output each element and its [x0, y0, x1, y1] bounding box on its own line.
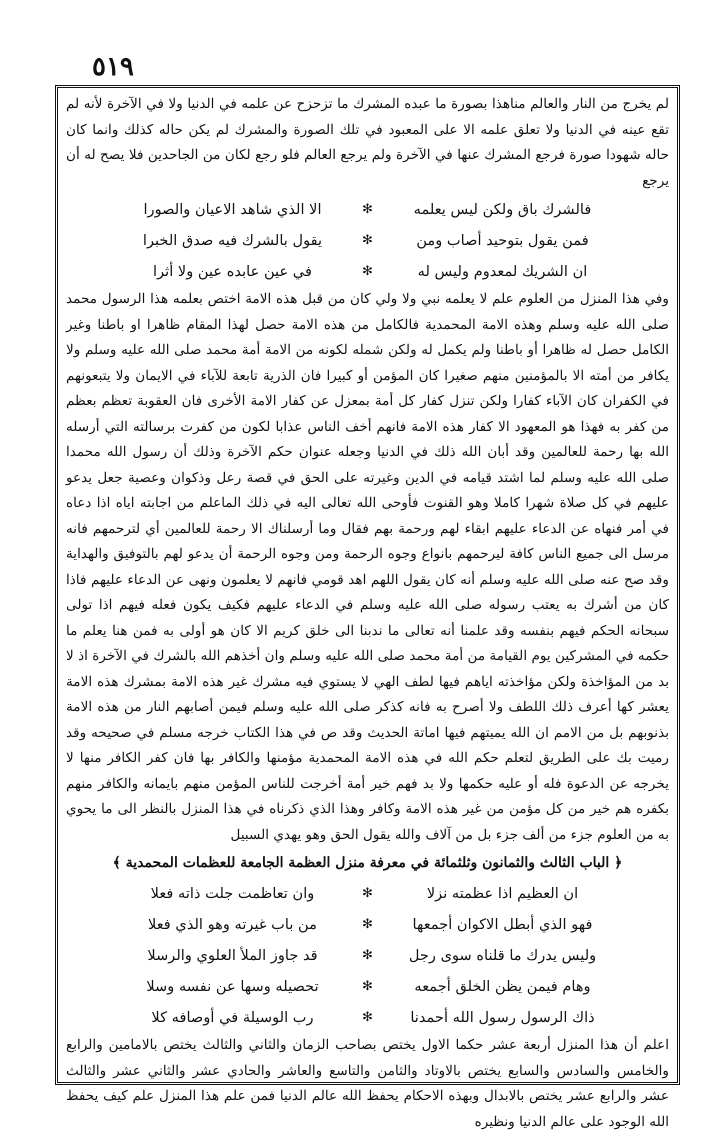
verse-second-hemistich: تحصيله وسها عن نفسه وسلا: [146, 978, 319, 995]
star-separator-icon: ✻: [362, 948, 373, 963]
star-separator-icon: ✻: [362, 917, 373, 932]
verse-second-hemistich: من باب غيرته وهو الذي فعلا: [148, 916, 317, 933]
star-separator-icon: ✻: [362, 233, 373, 248]
star-separator-icon: ✻: [362, 1010, 373, 1025]
verse-first-hemistich: فالشرك باق ولكن ليس يعلمه: [413, 201, 592, 218]
verse-first-hemistich: وليس يدرك ما قلناه سوى رجل: [408, 947, 597, 964]
verse-line: [66, 940, 669, 971]
star-separator-icon: ✻: [362, 979, 373, 994]
star-separator-icon: ✻: [362, 202, 373, 217]
poem-2: [66, 878, 669, 1033]
verse-line: [66, 256, 669, 287]
verse-second-hemistich: الا الذي شاهد الاعيان والصورا: [143, 201, 322, 218]
verse-second-hemistich: رب الوسيلة في أوصافه كلا: [151, 1009, 314, 1026]
star-separator-icon: ✻: [362, 886, 373, 901]
verse-first-hemistich: ذاك الرسول رسول الله أحمدنا: [410, 1009, 595, 1026]
chapter-heading: ﴿ الباب الثالث والثمانون وثلثمائة في معرفة منزل العظمة الجامعة للعظمات المحمدية ﴾: [112, 855, 623, 871]
verse-first-hemistich: فمن يقول بتوحيد أصاب ومن: [416, 232, 589, 249]
verse-line: [66, 878, 669, 909]
verse-line: [66, 225, 669, 256]
paragraph-1: لم يخرج من النار والعالم مناهذا بصورة ما عبده المشرك ما تزحزح عن علمه في الدنيا ولا في الآخرة لأنه لم تقع عينه في الدنيا ولا تعلق علمه الا على المعبود في تلك الصورة والمشرك لم يكن حاله كذلك وانما كان حاله شهودا صورة فرجع المشرك عنها في الآخرة ولم يرجع العالم فلو رجع لكان من الجاحدين فلا يصح له أن يرجع: [66, 96, 669, 189]
verse-line: [66, 1002, 669, 1033]
verse-first-hemistich: وهام فيمن يظن الخلق أجمعه: [414, 978, 591, 995]
verse-second-hemistich: قد جاوز الملأ العلوي والرسلا: [147, 947, 318, 964]
paragraph-3: اعلم أن هذا المنزل أربعة عشر حكما الاول يختص بصاحب الزمان والثاني والثالث يختص بالامامين والرابع والخامس والسادس والسابع يختص بالاوتاد والثامن والتاسع والعاشر والحادي عشر والثاني عشر والثالث عشر والرابع عشر يختص بالابدال وبهذه الاحكام يحفظ الله عالم الدنيا فمن علم هذا المنزل علم كيف يحفظ الله الوجود على عالم الدنيا ونظيره: [66, 1037, 669, 1130]
verse-second-hemistich: وان تعاظمت جلت ذاته فعلا: [150, 885, 315, 902]
verse-first-hemistich: ان العظيم اذا عظمته نزلا: [426, 885, 579, 902]
page-frame: [55, 85, 680, 1130]
star-separator-icon: ✻: [362, 264, 373, 279]
verse-line: [66, 971, 669, 1002]
paragraph-2: وفي هذا المنزل من العلوم علم لا يعلمه نبي ولا ولي كان من قبل هذه الامة اختص بعلمه هذا الرسول محمد صلى الله عليه وسلم وهذه الامة المحمدية فالكامل من هذه الامة حصل لهذا المقام ظاهرا او باطنا وغير الكامل حصل له ظاهرا أو باطنا ولم يكمل له ولكن شمله لكونه من الامة أمة محمد صلى الله عليه وسلم ولا يكافر من أمته الا بالمؤمنين منهم صغيرا كان المؤمن أو كبيرا فان الذرية تابعة للآباء في الايمان ولا يتبعونهم في الكفران كان الآباء كفارا ولكن تنزل كفار كل أمة بمعزل عن كفار الامة الأخرى فان العقوبة تعظم بعظم من كفر به فهذا هو المعهود الا كفار هذه الامة فانهم أخف الناس عذابا لكون من كفرت برسالته التي أرسله الله بها رحمة للعالمين وقد أبان الله ذلك في الدنيا وجعله عنوان حكم الآخرة وذلك أن رسول الله محمدا صلى الله عليه وسلم لما اشتد قيامه في الدين وغيرته على الحق في قصة رعل وذكوان وعصية جعل يدعو عليهم في كل صلاة شهرا كاملا وهو القنوت فأوحى الله تعالى اليه في ذلك الماعلم من اجابته اياه اذا دعاه في أمر فنهاه عن الدعاء عليهم ابقاء لهم ورحمة بهم فقال وما أرسلناك الا رحمة للعالمين أي لترحمهم فانه مرسل الى جميع الناس كافة ليرحمهم بانواع وجوه الرحمة ومن وجوه الرحمة أن يدعو لهم بالتوفيق والهداية وقد صح عنه صلى الله عليه وسلم أنه كان يقول اللهم اهد قومي فانهم لا يعلمون ونهى عن الدعاء عليهم فاذا كان من أشرك به يعتب رسوله صلى الله عليه وسلم في الدعاء عليهم فكيف يكون فعله فيهم اذا تولى سبحانه الحكم فيهم بنفسه وقد علمنا أنه تعالى ما ندبنا الى خلق كريم الا كان هو أولى به فمن هنا يعلم ما حكمه في المشركين يوم القيامة من أمة محمد صلى الله عليه وسلم وان أخذهم الله بالشرك في الآخرة اذ لا بد من المؤاخذة ولكن مؤاخذته اياهم فيها لطف الهي لا يستوي فيه مشرك غير هذه الامة بمشرك هذه الامة يعشر كها أعرف ذلك اللطف ولا أصرح به فانه كذكر صلى الله عليه وسلم فيمن أصابهم النار من هذه الامة بذنوبهم بل من الامم ان الله يميتهم فيها اماتة الحديث وقد ص في هذا الكتاب خرجه مسلم في صحيحه وقد رميت بك على الطريق لتعلم حكم الله في هذه الامة المحمدية مؤمنها والكافر بها فان كفر الكافر منها لا يخرجه عن الدعوة فله أو عليه حكمها ولا بد فهم خير أمة أخرجت للناس المؤمن منهم بايمانه والكافر منهم بكفره هم خير من كل مؤمن من غير هذه الامة وكافر وهذا الذي ذكرناه في هذا المنزل بالنظر الى ما يحوي به من العلوم جزء من ألف جزء بل من آلاف والله يقول الحق وهو يهدي السبيل: [66, 291, 669, 843]
verse-line: [66, 194, 669, 225]
poem-1: [66, 194, 669, 287]
verse-second-hemistich: يقول بالشرك فيه صدق الخبرا: [142, 232, 323, 249]
verse-second-hemistich: في عين عابده عين ولا أثرا: [153, 263, 312, 280]
verse-first-hemistich: فهو الذي أبطل الاكوان أجمعها: [412, 916, 593, 933]
verse-line: [66, 909, 669, 940]
verse-first-hemistich: ان الشريك لمعدوم وليس له: [417, 263, 588, 280]
page-number: ٥١٩: [92, 52, 134, 82]
